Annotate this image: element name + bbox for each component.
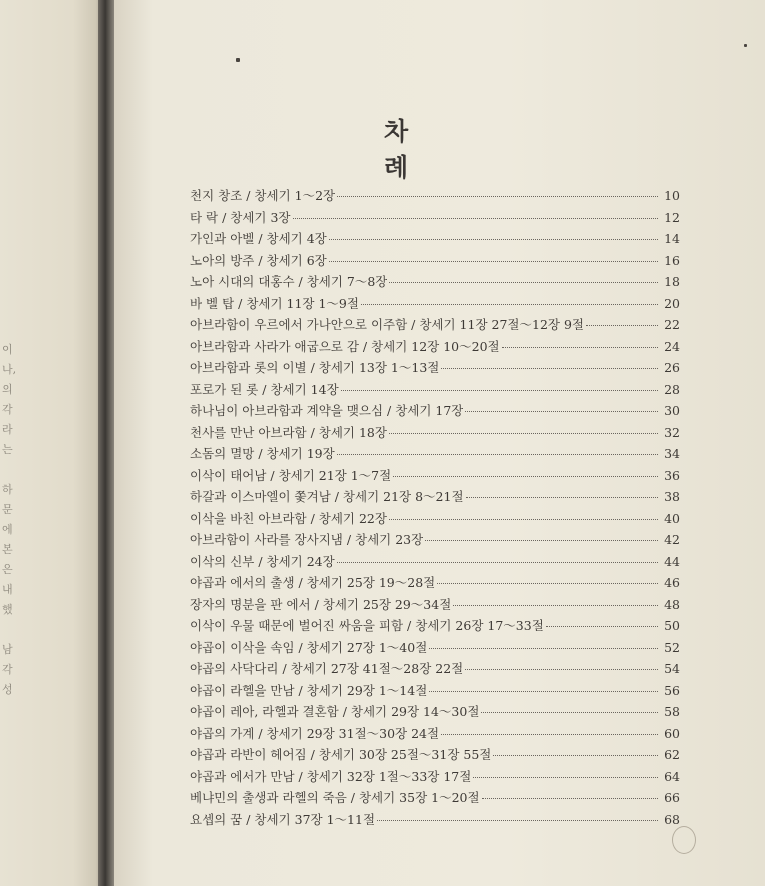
toc-entry[interactable] [190,466,680,488]
toc-entry-title: 아브라함이 사라를 장사지냄 / 창세기 23장 [190,532,424,547]
toc-entry-title: 야곱과 에서의 출생 / 창세기 25장 19～28절 [190,575,436,590]
dot-leader [481,712,658,713]
toc-entry[interactable] [190,423,680,445]
toc-entry-page: 42 [664,532,680,547]
toc-entry[interactable] [190,401,680,423]
toc-entry-page: 68 [664,811,680,827]
toc-entry[interactable] [190,767,680,789]
toc-entry[interactable] [190,595,680,617]
toc-entry[interactable] [190,509,680,531]
margin-glyph: 했 [2,603,13,616]
toc-entry-title: 바 벨 탑 / 창세기 11장 1～9절 [190,295,359,311]
toc-entry-title: 타 락 / 창세기 3장 [190,209,291,225]
dot-leader [482,798,658,799]
toc-entry-title: 야곱이 라헬을 만남 / 창세기 29장 1～14절 [190,682,428,698]
paper-stain [672,826,696,854]
margin-glyph: 하 [2,483,13,496]
toc-entry-page: 46 [664,575,680,590]
toc-entry-page: 48 [664,596,680,612]
toc-entry-page: 28 [664,381,680,397]
toc-entry-title: 소돔의 멸망 / 창세기 19장 [190,446,335,461]
toc-entry-title: 아브라함과 롯의 이별 / 창세기 13장 1～13절 [190,360,440,375]
toc-entry-page: 62 [664,747,680,762]
toc-entry-title: 야곱이 레아, 라헬과 결혼함 / 창세기 29장 14～30절 [190,704,480,719]
margin-glyph: 은 [2,563,13,576]
margin-glyph: 각 [2,403,13,416]
margin-glyph [2,460,16,480]
margin-glyph: 문 [2,503,13,516]
toc-entry[interactable] [190,702,680,724]
toc-entry-page: 36 [664,467,680,483]
toc-entry[interactable] [190,487,680,509]
toc-entry-title: 천지 창조 / 창세기 1～2장 [190,188,336,203]
toc-entry[interactable] [190,444,680,466]
toc-entry[interactable] [190,380,680,402]
toc-entry[interactable] [190,530,680,552]
dot-leader [453,605,658,606]
margin-glyph: 에 [2,523,13,536]
toc-entry[interactable] [190,337,680,359]
margin-glyph: 나, [2,363,17,376]
dot-leader [329,239,658,240]
dot-leader [493,755,658,756]
dot-leader [337,562,658,563]
toc-entry[interactable] [190,272,680,294]
margin-glyph: 는 [2,443,13,456]
toc-entry-page: 40 [664,510,680,526]
toc-entry-title: 야곱이 이삭을 속임 / 창세기 27장 1～40절 [190,639,428,655]
toc-entry-page: 52 [664,639,680,655]
toc-entry-page: 56 [664,682,680,698]
table-of-contents [190,186,680,831]
toc-entry-title: 이삭의 신부 / 창세기 24장 [190,553,335,569]
dot-leader [341,390,658,391]
toc-entry[interactable] [190,186,680,208]
toc-entry-title: 이삭을 바친 아브라함 / 창세기 22장 [190,510,387,526]
margin-glyph: 남 [2,643,13,656]
toc-entry[interactable] [190,294,680,316]
toc-entry-title: 아브라함과 사라가 애굽으로 감 / 창세기 12장 10～20절 [190,338,500,354]
dot-leader [337,454,658,455]
toc-entry-page: 64 [664,768,680,784]
dot-leader [377,820,658,821]
toc-entry-title: 아브라함이 우르에서 가나안으로 이주함 / 창세기 11장 27절～12장 9절 [190,317,584,332]
toc-entry-title: 이삭이 우물 때문에 벌어진 싸움을 피함 / 창세기 26장 17～33절 [190,618,544,633]
margin-glyph: 내 [2,583,13,596]
margin-glyph: 이 [2,343,13,356]
toc-entry-title: 하나님이 아브라함과 계약을 맺으심 / 창세기 17장 [190,403,464,418]
toc-entry-page: 60 [664,725,680,741]
toc-entry-title: 이삭이 태어남 / 창세기 21장 1～7절 [190,467,392,483]
toc-entry[interactable] [190,208,680,230]
toc-entry-page: 24 [664,338,680,354]
dot-leader [389,433,658,434]
margin-glyph: 의 [2,383,13,396]
toc-entry[interactable] [190,573,680,595]
dot-leader [293,218,658,219]
toc-entry-page: 26 [664,360,680,375]
toc-entry[interactable] [190,229,680,251]
margin-glyph [2,620,16,640]
margin-glyph: 각 [2,663,13,676]
toc-entry-page: 18 [664,274,680,289]
margin-glyph: 성 [2,683,13,696]
toc-entry-page: 20 [664,295,680,311]
toc-entry[interactable] [190,745,680,767]
toc-entry-page: 16 [664,252,680,268]
toc-entry[interactable] [190,659,680,681]
toc-entry-page: 14 [664,231,680,246]
dot-leader [337,196,658,197]
dot-leader [473,777,658,778]
toc-entry[interactable] [190,681,680,703]
toc-entry[interactable] [190,251,680,273]
dot-leader [465,669,658,670]
dot-leader [389,519,658,520]
ink-speck [744,44,747,47]
toc-entry-title: 베냐민의 출생과 라헬의 죽음 / 창세기 35장 1～20절 [190,790,480,805]
left-page-margin-text [2,340,16,700]
margin-glyph: 본 [2,543,13,556]
toc-entry[interactable] [190,616,680,638]
toc-entry-page: 50 [664,618,680,633]
toc-entry-page: 44 [664,553,680,569]
toc-entry-title: 하갈과 이스마엘이 쫓겨남 / 창세기 21장 8～21절 [190,489,464,504]
dot-leader [393,476,658,477]
toc-entry-page: 30 [664,403,680,418]
toc-entry-title: 노아 시대의 대홍수 / 창세기 7～8장 [190,274,388,289]
ink-speck [236,58,240,62]
toc-entry[interactable] [190,810,680,832]
toc-entry[interactable] [190,638,680,660]
dot-leader [502,347,658,348]
toc-entry[interactable] [190,552,680,574]
toc-entry-page: 10 [664,188,680,203]
toc-entry[interactable] [190,358,680,380]
dot-leader [425,540,658,541]
toc-entry-title: 야곱과 에서가 만남 / 창세기 32장 1절～33장 17절 [190,768,472,784]
toc-entry-page: 12 [664,209,680,225]
toc-entry-page: 34 [664,446,680,461]
toc-entry[interactable] [190,788,680,810]
toc-entry-title: 야곱의 사닥다리 / 창세기 27장 41절～28장 22절 [190,661,464,676]
toc-entry-page: 32 [664,424,680,440]
margin-glyph: 라 [2,423,13,436]
toc-entry-title: 천사를 만난 아브라함 / 창세기 18장 [190,424,387,440]
toc-entry-page: 54 [664,661,680,676]
dot-leader [441,368,658,369]
dot-leader [441,734,658,735]
toc-entry-title: 가인과 아벨 / 창세기 4장 [190,231,327,246]
toc-entry-title: 포로가 된 롯 / 창세기 14장 [190,381,339,397]
dot-leader [465,411,658,412]
toc-entry-page: 22 [664,317,680,332]
toc-entry[interactable] [190,315,680,337]
dot-leader [429,691,658,692]
toc-entry-title: 야곱의 가계 / 창세기 29장 31절～30장 24절 [190,725,440,741]
dot-leader [586,325,658,326]
toc-entry-page: 58 [664,704,680,719]
dot-leader [329,261,658,262]
dot-leader [546,626,658,627]
dot-leader [429,648,658,649]
page-title: 차 례 [384,117,429,182]
book-spine [98,0,114,886]
dot-leader [437,583,658,584]
toc-entry-page: 38 [664,489,680,504]
dot-leader [361,304,658,305]
toc-entry[interactable] [190,724,680,746]
dot-leader [466,497,658,498]
toc-entry-page: 66 [664,790,680,805]
dot-leader [389,282,658,283]
toc-entry-title: 노아의 방주 / 창세기 6장 [190,252,327,268]
toc-entry-title: 야곱과 라반이 헤어짐 / 창세기 30장 25절～31장 55절 [190,747,492,762]
toc-entry-title: 장자의 명분을 판 에서 / 창세기 25장 29～34절 [190,596,452,612]
toc-entry-title: 요셉의 꿈 / 창세기 37장 1～11절 [190,811,376,827]
left-page [0,0,104,886]
